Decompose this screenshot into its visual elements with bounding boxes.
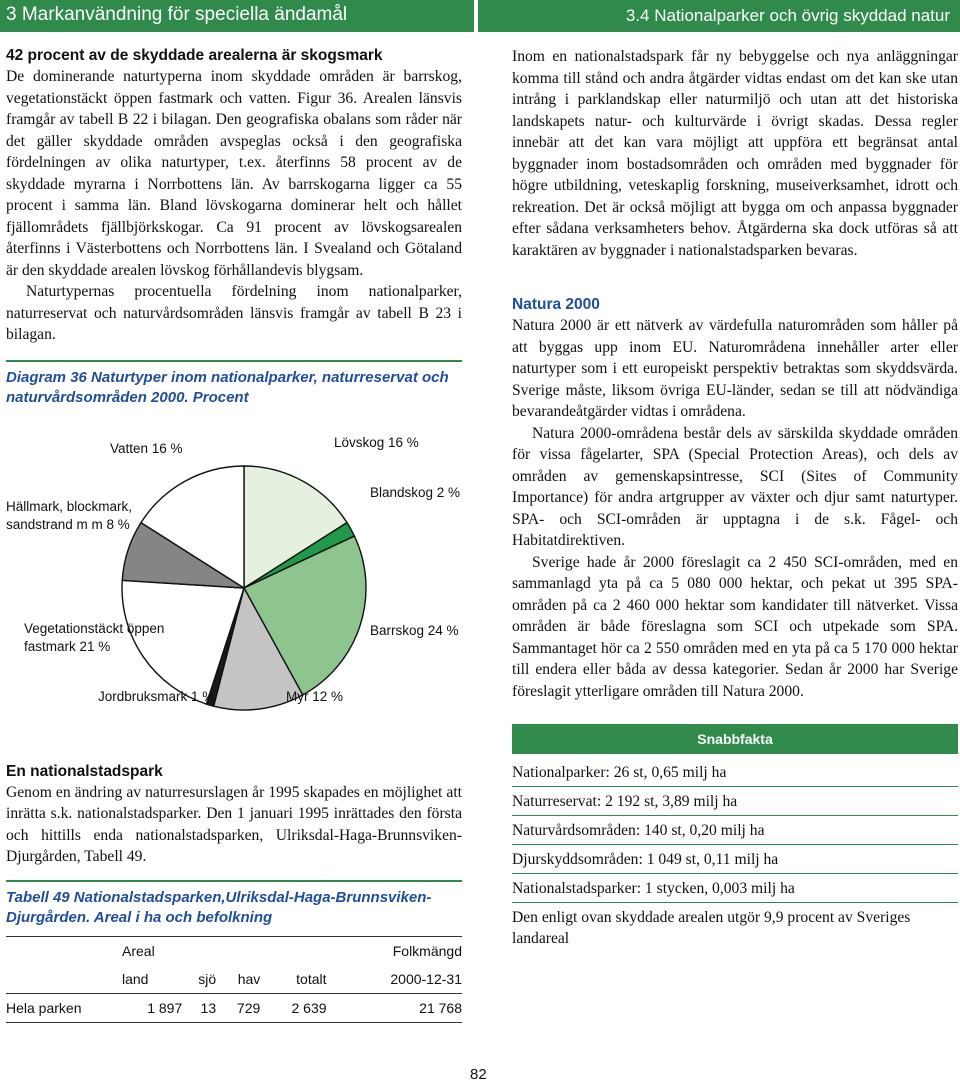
label-barrskog: Barrskog 24 % — [370, 622, 459, 638]
left-column — [6, 46, 462, 1023]
header-separator — [474, 0, 478, 32]
diagram-title: Diagram 36 Naturtyper inom nationalparker, naturreservat och naturvårdsområden 2000. Procent — [6, 368, 449, 406]
cell-hav: 729 — [236, 999, 261, 1016]
cell-folkmangd: 21 768 — [419, 999, 462, 1016]
page-header — [0, 0, 960, 32]
label-lovskog: Lövskog 16 % — [334, 434, 419, 450]
chapter-title: 3 Markanvändning för speciella ändamål — [6, 4, 348, 25]
paragraph-bebyggelse: Inom en nationalstadspark får ny bebyggelse och nya anläggningar komma till stånd och andra åtgärder vidtas endast om det kan ske utan intrång i parklandskap eller naturmiljö och utan att det historiska landskapets natur- och kulturvärde i övrigt skadas. Dessa regler innebär att det kan vara möjligt att uppföra ett begränsat antal byggnader inom bostadsområden och områden med byggnader för högre utbildning, veteskaplig forskning, museiverksamhet, idrott och rekreation. Det är också möjligt att bygga om och anpassa byggnader efter sådana verksamheters behov. Åtgärderna ska dock utföras så att karaktären av byggnader i nationalstadsparken bevaras. — [512, 48, 958, 259]
table-col-sjo: sjö — [198, 970, 217, 987]
page-number: 82 — [470, 1066, 487, 1083]
paragraph-natverk: Natura 2000 är ett nätverk av värdefulla naturområden som håller på att byggas upp inom EU. Naturområdena innehåller arter eller naturtyper som i ett europeiskt perspektiv betraktas som skyddsvärda. Sverige måste, liksom övriga EU-länder, sedan se till att nödvändiga bevarandeåtgärder vidtas i områdena. — [512, 317, 958, 420]
fact-skyddad-areal: Den enligt ovan skyddade arealen utgör 9,9 procent av Sveriges landareal — [512, 909, 911, 947]
fact-nationalstadsparker: Nationalstadsparker: 1 stycken, 0,003 milj ha — [512, 874, 958, 903]
table-col-date: 2000-12-31 — [390, 970, 462, 987]
table-row — [6, 993, 462, 1022]
paragraph-sverige: Sverige hade år 2000 föreslagit ca 2 450 SCI-områden, med en sammanlagd yta på ca 5 080 000 hektar, och pekat ut 395 SPA-områden på ca 2 460 000 hektar som kandidater till nätverket. Vissa områden är både föreslagna som SCI och utpekade som SPA. Sammantaget hör ca 2 550 områden med en yta på ca 5 170 000 hektar till endera eller båda av dessa kategorier. Sedan år 2000 har Sverige föreslagit ytterligare områden till Natura 2000. — [512, 553, 958, 700]
cell-sjo: 13 — [200, 999, 217, 1016]
pie-chart — [6, 416, 462, 746]
table-col-land: land — [122, 970, 149, 987]
table-49 — [6, 936, 462, 1023]
table-col-hav: hav — [237, 970, 261, 987]
table-col-totalt: totalt — [296, 970, 327, 987]
right-column — [512, 46, 958, 952]
heading-natura2000: Natura 2000 — [512, 296, 600, 313]
heading-nationalstadspark: En nationalstadspark — [6, 762, 163, 780]
section-title: 3.4 Nationalparker och övrig skyddad natur — [625, 6, 950, 25]
heading-skogsmark: 42 procent av de skyddade arealerna är skogsmark — [6, 47, 383, 64]
table-header-areal: Areal — [122, 942, 155, 959]
fact-naturvardsomraden: Naturvårdsområden: 140 st, 0,20 milj ha — [512, 816, 958, 845]
paragraph-spa-sci: Natura 2000-områdena består dels av särskilda skyddade områden för vissa fågelarter, SPA (Special Protection Areas), och dels av områden av gemenskapsintresse, SCI (Sites of Community Importance) för andra artgrupper av växter och djur samt naturtyper. SPA- och SCI-områden är upptagna i de s.k. Fågel- och Habitatdirektiven. — [512, 424, 958, 549]
fact-djurskyddsomraden: Djurskyddsområden: 1 049 st, 0,11 milj ha — [512, 845, 958, 874]
paragraph-nationalstadspark: Genom en ändring av naturresurslagen år 1995 skapades en möjlighet att inrätta s.k. nationalstadsparker. Den 1 januari 1995 inrättades den första och hittills enda nationalstadsparken, Ulriksdal-Haga-Brunnsviken-Djurgården, Tabell 49. — [6, 783, 462, 865]
label-vegetation: Vegetationstäckt öppen fastmark 21 % — [24, 620, 165, 654]
paragraph-fordelning: Naturtypernas procentuella fördelning inom nationalparker, naturreservat och naturvårdsområden länsvis framgår av tabell B 23 i bilagan. — [6, 283, 462, 343]
pie-chart-svg — [6, 416, 462, 746]
cell-totalt: 2 639 — [291, 999, 327, 1016]
table-rule — [6, 880, 462, 882]
label-blandskog: Blandskog 2 % — [370, 484, 461, 500]
fact-nationalparker: Nationalparker: 26 st, 0,65 milj ha — [512, 758, 958, 787]
cell-land: 1 897 — [147, 999, 183, 1016]
label-hallmark: Hällmark, blockmark, sandstrand m m 8 % — [6, 498, 133, 532]
snabbfakta-list — [512, 758, 958, 952]
label-jordbruksmark: Jordbruksmark 1 % — [98, 688, 215, 704]
label-vatten: Vatten 16 % — [110, 440, 183, 456]
label-myr: Myr 12 % — [286, 688, 344, 704]
row-label: Hela parken — [6, 999, 82, 1016]
paragraph-naturtyper: De dominerande naturtyperna inom skyddade områden är barrskog, vegetationstäckt öppen fastmark och vatten. Figur 36. Arealen länsvis framgår av tabell B 22 i bilagan. Den geografiska obalans som råder när det gäller skyddade områden avspeglas också i den geografiska fördelningen av olika naturtyper, t.ex. återfinns 58 procent av de skyddade myrarna i Norrbottens län. Av barrskogarna ligger ca 55 procent i samma län. Bland lövskogarna dominerar helt och hållet fjällområdets fjällbjörkskogar. Ca 91 procent av lövskogsarealen återfinns i Västerbottens och Norrbottens län. I Svealand och Götaland är den skyddade arealen lövskog förhållandevis blygsam. — [6, 68, 462, 279]
fact-naturreservat: Naturreservat: 2 192 st, 3,89 milj ha — [512, 787, 958, 816]
table-header-folkmangd: Folkmängd — [392, 942, 462, 959]
section-rule — [6, 360, 462, 362]
table-title: Tabell 49 Nationalstadsparken,Ulriksdal-Haga-Brunnsviken-Djurgården. Areal i ha och befolkning — [6, 888, 432, 926]
snabbfakta-header: Snabbfakta — [512, 724, 958, 754]
